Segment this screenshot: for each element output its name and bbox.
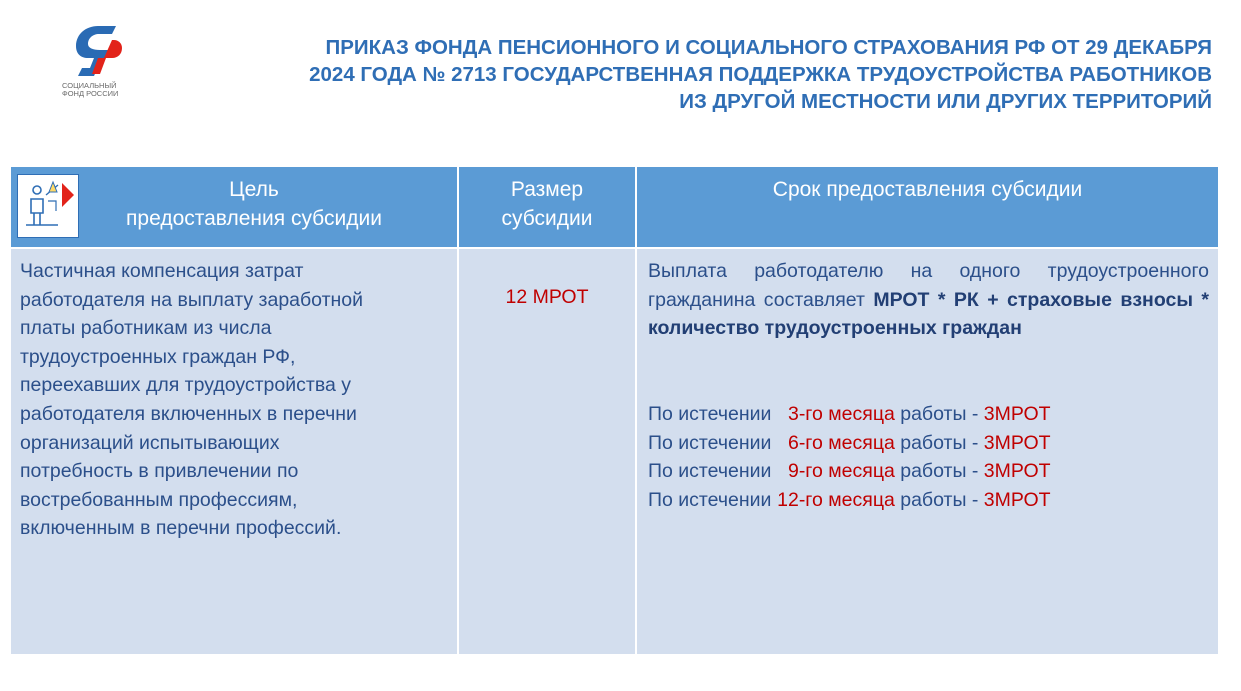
header-goal-line2: предоставления субсидии xyxy=(126,207,382,230)
period-month: -го месяца xyxy=(798,431,895,454)
period-work: работы - xyxy=(894,431,984,454)
period-number: 9 xyxy=(787,460,799,483)
period-row xyxy=(648,429,1209,458)
period-work: работы - xyxy=(894,403,984,425)
goal-line: переехавших для трудоустройства у xyxy=(20,374,351,397)
logo-text-line2: ФОНД РОССИИ xyxy=(62,89,119,98)
header-goal-line1: Цель xyxy=(229,178,279,201)
period-month: -го месяца xyxy=(798,403,895,425)
period-number: 3 xyxy=(787,403,799,425)
title-line-2: 2024 ГОДА № 2713 ГОСУДАРСТВЕННАЯ ПОДДЕРЖКА ТРУДОУСТРОЙСТВА РАБОТНИКОВ xyxy=(309,63,1212,86)
period-month: -го месяца xyxy=(798,488,895,511)
goal-cell xyxy=(11,249,457,654)
period-work: работы - xyxy=(894,460,984,483)
goal-line: работодателя на выплату заработной xyxy=(20,288,364,311)
period-value: 3МРОТ xyxy=(983,403,1051,425)
header-term-label: Срок предоставления субсидии xyxy=(772,178,1083,201)
period-prefix: По истечении xyxy=(648,431,772,454)
period-work: работы - xyxy=(894,488,984,511)
header-goal xyxy=(11,167,457,247)
payment-description xyxy=(648,257,1209,343)
header-term xyxy=(637,167,1218,247)
goal-line: востребованным профессиям, xyxy=(20,488,298,511)
period-number: 12 xyxy=(777,488,799,511)
goal-line: работодателя включенных в перечни xyxy=(20,402,357,425)
sfr-logo xyxy=(62,22,132,108)
goal-line: потребность в привлечении по xyxy=(20,460,299,483)
goal-line: трудоустроенных граждан РФ, xyxy=(20,345,296,368)
worker-presentation-icon xyxy=(17,174,79,238)
header-size-line1: Размер xyxy=(510,178,584,201)
period-prefix: По истечении xyxy=(648,460,772,483)
period-number: 6 xyxy=(787,431,799,454)
period-prefix: По истечении xyxy=(648,403,772,425)
payment-formula: МРОТ * РК + страховые взносы * количество трудоустроенных граждан xyxy=(648,288,1210,340)
term-cell xyxy=(637,249,1218,654)
payment-periods xyxy=(648,400,1209,514)
goal-line: включенным в перечни профессий. xyxy=(20,517,342,540)
header-size-line2: субсидии xyxy=(501,207,593,230)
period-value: 3МРОТ xyxy=(983,431,1051,454)
logo-text-line1: СОЦИАЛЬНЫЙ xyxy=(62,81,117,90)
goal-line: организаций испытывающих xyxy=(20,431,280,454)
title-line-3: ИЗ ДРУГОЙ МЕСТНОСТИ ИЛИ ДРУГИХ ТЕРРИТОРИЙ xyxy=(679,90,1212,113)
payment-intro: Выплата работодателю на одного трудоустроенного гражданина составляет xyxy=(648,260,1209,311)
period-value: 3МРОТ xyxy=(983,488,1051,511)
period-value: 3МРОТ xyxy=(983,460,1051,483)
period-month: -го месяца xyxy=(798,460,895,483)
subsidy-table xyxy=(11,167,1218,654)
goal-line: Частичная компенсация затрат xyxy=(20,260,304,282)
period-row xyxy=(648,486,1209,515)
goal-line: платы работникам из числа xyxy=(20,317,272,340)
period-row xyxy=(648,457,1209,486)
title-line-1: ПРИКАЗ ФОНДА ПЕНСИОННОГО И СОЦИАЛЬНОГО СТРАХОВАНИЯ РФ ОТ 29 ДЕКАБРЯ xyxy=(325,36,1212,59)
goal-text xyxy=(20,257,445,543)
period-prefix: По истечении xyxy=(648,488,772,511)
subsidy-amount: 12 МРОТ xyxy=(505,286,589,308)
page-title xyxy=(140,34,1212,115)
period-row xyxy=(648,400,1209,429)
sfr-logo-icon xyxy=(68,22,128,80)
header-size xyxy=(459,167,635,247)
amount-cell xyxy=(459,249,635,654)
